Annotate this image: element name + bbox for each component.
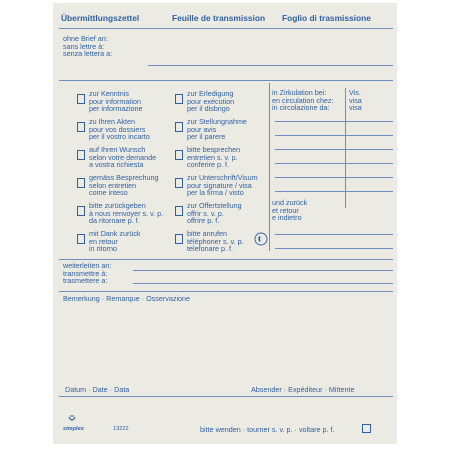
option-for-signature: zur Unterschrift/Visum pour signature / visa per la firma / visto xyxy=(187,173,258,198)
to-label-it: senza lettera a: xyxy=(63,49,113,59)
circulation-line-3[interactable] xyxy=(275,149,393,150)
checkbox-please-call[interactable] xyxy=(175,234,183,244)
simplex-logo-icon xyxy=(67,415,77,425)
remarks-label: Bemerkung · Remarque · Osservazione xyxy=(63,294,191,303)
option-returned-with-thanks: mit Dank zurück en retour in ritorno xyxy=(89,229,141,254)
option-please-return: bitte zurückgeben à nous renvoyer s. v. p. da ritornare p. f. xyxy=(89,201,164,226)
telephone-icon xyxy=(254,232,268,246)
return-line-2[interactable] xyxy=(275,248,393,249)
checkbox-as-discussed[interactable] xyxy=(77,178,85,188)
option-for-your-files: zu Ihren Akten pour vos dossiers per il vostro incarto xyxy=(89,117,150,142)
option-for-quotation: zur Offertstellung offrir s. v. p. offrire p. f. xyxy=(187,201,242,226)
forward-label-it: trasmettere a: xyxy=(63,276,108,286)
signature-rule xyxy=(59,396,393,397)
date-label: Datum · Date · Data xyxy=(65,385,130,394)
circulation-line-5[interactable] xyxy=(275,177,393,178)
circulation-line-2[interactable] xyxy=(275,135,393,136)
circulation-line-6[interactable] xyxy=(275,191,393,192)
sender-label: Absender · Expéditeur · Mittente xyxy=(251,385,355,394)
checkbox-for-signature[interactable] xyxy=(175,178,183,188)
turn-over-checkbox[interactable] xyxy=(362,424,371,433)
return-line-1[interactable] xyxy=(275,234,393,235)
circulation-line-1[interactable] xyxy=(275,121,393,122)
circulation-header: in Zirkulation bei: en circulation chez: in circolazione da: xyxy=(272,88,334,113)
forward-label-fr: transmettre à: xyxy=(63,268,108,278)
return-label: und zurück et retour e indietro xyxy=(272,198,308,223)
checkbox-for-execution[interactable] xyxy=(175,94,183,104)
checkbox-returned-with-thanks[interactable] xyxy=(77,234,85,244)
checkbox-at-your-request[interactable] xyxy=(77,150,85,160)
forward-write-line-1[interactable] xyxy=(133,270,393,271)
brand-name: simplex xyxy=(63,426,84,432)
title-de: Übermittlungszettel xyxy=(61,13,140,23)
option-as-discussed: gemäss Besprechung selon entretien come inteso xyxy=(89,173,159,198)
option-at-your-request: auf Ihren Wunsch selon votre demande a vostra richiesta xyxy=(89,145,157,170)
option-for-execution: zur Erledigung pour exécution per il disbrigo xyxy=(187,89,235,114)
checkbox-please-return[interactable] xyxy=(77,206,85,216)
forward-block xyxy=(63,262,111,285)
turn-over-label: bitte wenden · tourner s. v. p. · voltare p. f. xyxy=(200,425,335,434)
product-code: 13222 xyxy=(113,426,129,432)
to-label-de: ohne Brief an: xyxy=(63,34,108,43)
checkbox-for-your-files[interactable] xyxy=(77,122,85,132)
visa-divider xyxy=(345,88,346,208)
option-for-information: zur Kenntnis pour information per informazione xyxy=(89,89,143,114)
visa-header: Vis. visa visa xyxy=(349,88,362,113)
option-please-discuss: bitte besprechen entretien s. v. p. conferire p. f. xyxy=(187,145,241,170)
checkbox-for-opinion[interactable] xyxy=(175,122,183,132)
right-column-divider xyxy=(269,83,270,251)
remarks-top-rule xyxy=(59,291,393,292)
to-write-line[interactable] xyxy=(148,65,393,66)
circulation-line-4[interactable] xyxy=(275,163,393,164)
header-rule xyxy=(59,28,393,29)
forward-top-rule xyxy=(59,259,393,260)
checkbox-for-quotation[interactable] xyxy=(175,206,183,216)
transmission-slip xyxy=(53,3,397,444)
option-please-call: bitte anrufen téléphoner s. v. p. telefonare p. f. xyxy=(187,229,244,254)
forward-label-de: weiterleiten an: xyxy=(63,261,112,270)
remarks-area[interactable] xyxy=(59,305,393,375)
checkbox-please-discuss[interactable] xyxy=(175,150,183,160)
title-it: Foglio di trasmissione xyxy=(282,13,371,23)
checkbox-for-information[interactable] xyxy=(77,94,85,104)
to-block xyxy=(63,35,112,58)
title-fr: Feuille de transmission xyxy=(172,13,266,23)
option-for-opinion: zur Stellungnahme pour avis per il parere xyxy=(187,117,247,142)
section-rule xyxy=(59,80,393,81)
to-label-fr: sans lettre à: xyxy=(63,41,105,51)
forward-write-line-2[interactable] xyxy=(133,283,393,284)
